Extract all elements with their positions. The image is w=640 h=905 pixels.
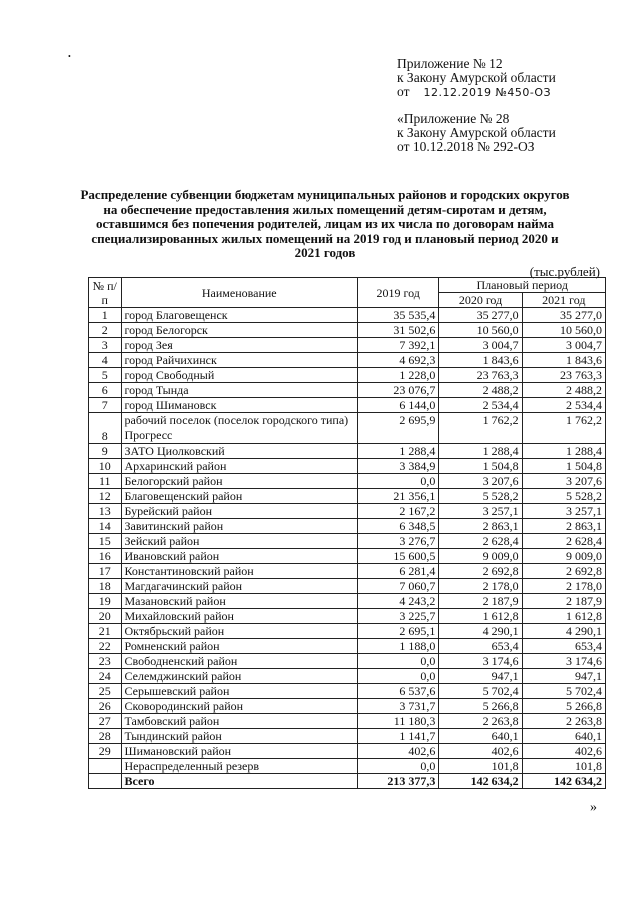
cell-no: 12 [89,489,122,504]
cell-name: Магдагачинский район [121,579,357,594]
appendix-12-title: Приложение № 12 [397,56,503,71]
cell-y2019: 31 502,6 [358,323,439,338]
cell-y2019: 2 695,9 [358,413,439,444]
table-row [89,338,606,353]
cell-no: 22 [89,639,122,654]
table-row [89,489,606,504]
cell-no: 23 [89,654,122,669]
table-body [89,308,606,789]
cell-y2020: 10 560,0 [439,323,522,338]
handwritten-date-number: 12.12.2019 №450-ОЗ [423,86,552,99]
cell-name: Бурейский район [121,504,357,519]
cell-y2020: 2 628,4 [439,534,522,549]
total-y2021: 142 634,2 [522,774,605,789]
cell-y2021: 5 702,4 [522,684,605,699]
cell-no: 3 [89,338,122,353]
cell-no: 13 [89,504,122,519]
table-row [89,519,606,534]
appendix-12-law: к Закону Амурской области [397,70,556,85]
cell-name: Сковородинский район [121,699,357,714]
cell-y2021: 1 843,6 [522,353,605,368]
cell-name: город Зея [121,338,357,353]
table-row [89,624,606,639]
table-row [89,639,606,654]
header-no: № п/п [89,278,122,308]
cell-name: Зейский район [121,534,357,549]
table-row [89,368,606,383]
appendix-28-law: к Закону Амурской области [397,125,556,140]
cell-y2019: 3 276,7 [358,534,439,549]
cell-y2021: 2 628,4 [522,534,605,549]
cell-y2019: 7 392,1 [358,338,439,353]
cell-y2020: 5 528,2 [439,489,522,504]
cell-name: ЗАТО Циолковский [121,444,357,459]
cell-y2021: 35 277,0 [522,308,605,323]
total-name: Всего [121,774,357,789]
table-row [89,759,606,774]
cell-y2021: 2 178,0 [522,579,605,594]
appendix-28-block [397,112,556,154]
table-row [89,413,606,444]
table-row [89,744,606,759]
cell-no: 16 [89,549,122,564]
cell-y2021: 5 266,8 [522,699,605,714]
cell-name: Тындинский район [121,729,357,744]
cell-y2020: 2 187,9 [439,594,522,609]
cell-y2021: 2 263,8 [522,714,605,729]
cell-y2019: 4 243,2 [358,594,439,609]
scan-speck: • [68,52,71,61]
cell-no: 1 [89,308,122,323]
cell-no: 28 [89,729,122,744]
cell-no: 7 [89,398,122,413]
table-row [89,609,606,624]
cell-y2021: 101,8 [522,759,605,774]
table-row [89,459,606,474]
cell-y2020: 2 692,8 [439,564,522,579]
cell-y2021: 3 207,6 [522,474,605,489]
cell-y2020: 1 504,8 [439,459,522,474]
cell-name: Свободненский район [121,654,357,669]
cell-no: 29 [89,744,122,759]
cell-y2020: 23 763,3 [439,368,522,383]
table-row [89,654,606,669]
cell-y2021: 3 174,6 [522,654,605,669]
cell-y2020: 653,4 [439,639,522,654]
cell-name: Архаринский район [121,459,357,474]
cell-y2021: 2 488,2 [522,383,605,398]
appendix-12-date-prefix: от [397,84,410,99]
cell-name: город Благовещенск [121,308,357,323]
header-2021: 2021 год [522,293,605,308]
cell-y2020: 9 009,0 [439,549,522,564]
cell-name: город Шимановск [121,398,357,413]
cell-y2020: 1 843,6 [439,353,522,368]
table-row [89,444,606,459]
cell-y2021: 640,1 [522,729,605,744]
cell-no: 14 [89,519,122,534]
cell-y2021: 3 257,1 [522,504,605,519]
cell-y2019: 0,0 [358,654,439,669]
cell-y2020: 101,8 [439,759,522,774]
units-label: (тыс.рублей) [529,264,600,279]
cell-y2019: 6 348,5 [358,519,439,534]
cell-name: город Свободный [121,368,357,383]
cell-y2019: 6 281,4 [358,564,439,579]
cell-y2020: 3 207,6 [439,474,522,489]
cell-name: город Белогорск [121,323,357,338]
cell-y2021: 1 762,2 [522,413,605,444]
table-row [89,714,606,729]
table-row [89,383,606,398]
cell-no: 27 [89,714,122,729]
cell-name: Ивановский район [121,549,357,564]
cell-y2021: 1 288,4 [522,444,605,459]
table-row [89,669,606,684]
cell-y2021: 2 534,4 [522,398,605,413]
cell-no: 25 [89,684,122,699]
cell-y2019: 23 076,7 [358,383,439,398]
cell-name: Тамбовский район [121,714,357,729]
table-row [89,353,606,368]
table-row [89,684,606,699]
cell-y2021: 23 763,3 [522,368,605,383]
cell-y2019: 0,0 [358,474,439,489]
header-2020: 2020 год [439,293,522,308]
table-row [89,699,606,714]
cell-y2019: 2 167,2 [358,504,439,519]
cell-y2020: 402,6 [439,744,522,759]
table-row [89,549,606,564]
cell-y2019: 4 692,3 [358,353,439,368]
table-row [89,594,606,609]
cell-y2019: 6 537,6 [358,684,439,699]
cell-y2019: 1 288,4 [358,444,439,459]
cell-y2019: 1 228,0 [358,368,439,383]
appendix-28-title: «Приложение № 28 [397,111,510,126]
cell-name: Благовещенский район [121,489,357,504]
cell-y2021: 1 612,8 [522,609,605,624]
cell-y2019: 15 600,5 [358,549,439,564]
cell-y2019: 0,0 [358,669,439,684]
cell-y2019: 3 384,9 [358,459,439,474]
table-row [89,398,606,413]
cell-y2020: 5 266,8 [439,699,522,714]
cell-no: 24 [89,669,122,684]
cell-y2019: 35 535,4 [358,308,439,323]
cell-y2020: 640,1 [439,729,522,744]
cell-y2019: 1 141,7 [358,729,439,744]
cell-y2021: 2 187,9 [522,594,605,609]
cell-y2021: 3 004,7 [522,338,605,353]
closing-quote: » [590,800,597,815]
cell-y2021: 402,6 [522,744,605,759]
cell-y2019: 7 060,7 [358,579,439,594]
table-total-row [89,774,606,789]
cell-y2021: 5 528,2 [522,489,605,504]
header-name: Наименование [121,278,357,308]
table-row [89,729,606,744]
cell-y2020: 1 288,4 [439,444,522,459]
cell-no: 8 [89,413,122,444]
cell-y2020: 2 178,0 [439,579,522,594]
table-row [89,308,606,323]
cell-y2019: 0,0 [358,759,439,774]
cell-y2021: 1 504,8 [522,459,605,474]
cell-y2019: 402,6 [358,744,439,759]
distribution-table [88,277,606,789]
cell-y2019: 3 225,7 [358,609,439,624]
cell-name: Белогорский район [121,474,357,489]
cell-y2020: 3 257,1 [439,504,522,519]
cell-y2020: 2 534,4 [439,398,522,413]
cell-y2020: 1 612,8 [439,609,522,624]
cell-name: Селемджинский район [121,669,357,684]
cell-no: 21 [89,624,122,639]
cell-name: Октябрьский район [121,624,357,639]
cell-y2021: 653,4 [522,639,605,654]
cell-no: 9 [89,444,122,459]
cell-no [89,774,122,789]
cell-no: 6 [89,383,122,398]
cell-name: Нераспределенный резерв [121,759,357,774]
cell-y2020: 947,1 [439,669,522,684]
cell-y2021: 9 009,0 [522,549,605,564]
cell-no: 20 [89,609,122,624]
cell-y2019: 6 144,0 [358,398,439,413]
cell-name: Завитинский район [121,519,357,534]
cell-y2020: 35 277,0 [439,308,522,323]
document-title: Распределение субвенции бюджетам муниципальных районов и городских округов на обеспечение предоставления жилых помещений детям-сиротам и детям, оставшимся без попечения родителей, лицам из их числа по договорам найма специализированных жилых помещений на 2019 год и плановый период 2020 и 2021 годов [80,187,570,260]
cell-name: Шимановский район [121,744,357,759]
appendix-12-date-line [397,85,556,100]
header-2019: 2019 год [358,278,439,308]
cell-y2019: 1 188,0 [358,639,439,654]
cell-no: 2 [89,323,122,338]
cell-name: рабочий поселок (поселок городского типа) Прогресс [121,413,357,444]
cell-y2020: 4 290,1 [439,624,522,639]
table-row [89,534,606,549]
cell-no: 26 [89,699,122,714]
cell-y2021: 947,1 [522,669,605,684]
table-row [89,474,606,489]
total-y2019: 213 377,3 [358,774,439,789]
cell-no: 19 [89,594,122,609]
cell-name: город Райчихинск [121,353,357,368]
table-row [89,579,606,594]
table-row [89,564,606,579]
cell-name: Мазановский район [121,594,357,609]
cell-y2020: 3 004,7 [439,338,522,353]
cell-y2020: 2 863,1 [439,519,522,534]
header-plan-period: Плановый период [439,278,606,293]
cell-no: 15 [89,534,122,549]
table-row [89,504,606,519]
cell-no: 5 [89,368,122,383]
cell-y2021: 2 692,8 [522,564,605,579]
cell-y2019: 11 180,3 [358,714,439,729]
cell-name: город Тында [121,383,357,398]
total-y2020: 142 634,2 [439,774,522,789]
cell-no: 17 [89,564,122,579]
cell-name: Константиновский район [121,564,357,579]
table-row [89,323,606,338]
appendix-12-block [397,57,556,100]
cell-y2020: 2 488,2 [439,383,522,398]
cell-y2021: 2 863,1 [522,519,605,534]
cell-y2020: 5 702,4 [439,684,522,699]
appendix-28-date: от 10.12.2018 № 292-ОЗ [397,139,535,154]
cell-y2021: 10 560,0 [522,323,605,338]
cell-y2020: 1 762,2 [439,413,522,444]
cell-name: Серышевский район [121,684,357,699]
cell-no: 4 [89,353,122,368]
cell-y2019: 2 695,1 [358,624,439,639]
cell-name: Ромненский район [121,639,357,654]
cell-y2021: 4 290,1 [522,624,605,639]
cell-no [89,759,122,774]
cell-no: 18 [89,579,122,594]
cell-no: 11 [89,474,122,489]
cell-name: Михайловский район [121,609,357,624]
cell-no: 10 [89,459,122,474]
cell-y2020: 2 263,8 [439,714,522,729]
cell-y2019: 21 356,1 [358,489,439,504]
cell-y2019: 3 731,7 [358,699,439,714]
cell-y2020: 3 174,6 [439,654,522,669]
